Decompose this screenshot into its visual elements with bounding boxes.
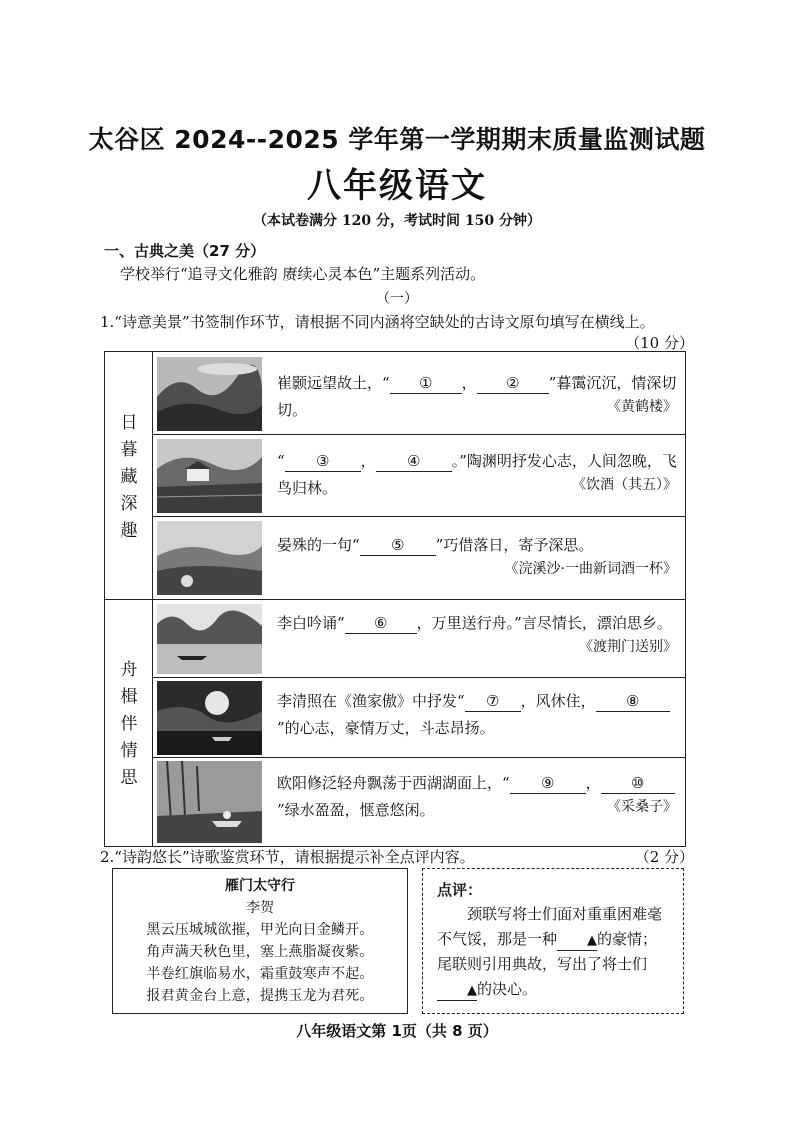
answer-blank-triangle-2[interactable]: ▲ xyxy=(437,982,477,1001)
bookmark-text-4: 李白吟诵“ ⑥ ，万里送行舟。”言尽情长，漂泊思乡。 xyxy=(277,614,672,632)
poem-line: 黑云压城城欲摧，甲光向日金鳞开。 xyxy=(146,922,374,938)
group-label-2: 舟 楫 伴 情 思 xyxy=(120,660,138,788)
part-marker: （一） xyxy=(376,291,418,307)
landscape-painting-village xyxy=(157,439,262,513)
question-2-prompt: 2.“诗韵悠长”诗歌鉴赏环节，请根据提示补全点评内容。 xyxy=(100,848,475,866)
poem-source-4: 《渡荆门送别》 xyxy=(579,639,677,655)
landscape-painting-mountains xyxy=(157,357,262,431)
group-label-1: 日 暮 藏 深 趣 xyxy=(120,413,138,541)
answer-blank-9[interactable]: ⑨ xyxy=(510,773,586,794)
comment-box xyxy=(422,868,684,1014)
landscape-painting-sunset xyxy=(157,521,262,595)
poem-line: 报君黄金台上意，提携玉龙为君死。 xyxy=(146,988,374,1004)
night-sea-moon-painting xyxy=(157,681,262,755)
row-divider xyxy=(153,757,686,758)
row-divider xyxy=(153,516,686,517)
section-heading: 一、古典之美（27 分） xyxy=(104,242,266,260)
answer-blank-8[interactable]: ⑧ xyxy=(596,691,670,712)
poem-source-6: 《采桑子》 xyxy=(607,799,677,815)
answer-blank-3[interactable]: ③ xyxy=(285,451,361,472)
subject-title: 八年级语文 xyxy=(307,166,487,206)
poem-line: 角声满天秋色里，塞上燕脂凝夜紫。 xyxy=(146,944,374,960)
poem-box xyxy=(112,868,408,1014)
west-lake-boat-painting xyxy=(157,761,262,843)
comment-text: 颈联写将士们面对重重困难毫不气馁，那是一种 ▲的豪情；尾联则引用典故，写出了将士们▲的决心。 xyxy=(437,902,669,1002)
answer-blank-4[interactable]: ④ xyxy=(376,451,452,472)
poem-line: 半卷红旗临易水，霜重鼓寒声不起。 xyxy=(146,966,374,982)
poem-source-1: 《黄鹤楼》 xyxy=(607,399,677,415)
answer-blank-1[interactable]: ① xyxy=(390,373,462,394)
poem-source-2: 《饮酒（其五）》 xyxy=(572,477,677,493)
answer-blank-6[interactable]: ⑥ xyxy=(345,613,417,634)
answer-blank-10[interactable]: ⑩ xyxy=(601,773,675,794)
page-footer: 八年级语文第 1页（共 8 页） xyxy=(296,1022,498,1040)
bookmark-table xyxy=(104,351,686,847)
poem-source-3: 《浣溪沙·一曲新词酒一杯》 xyxy=(504,561,677,577)
exam-note: （本试卷满分 120 分，考试时间 150 分钟） xyxy=(253,213,541,229)
bookmark-text-3: 晏殊的一句“ ⑤ ”巧借落日，寄予深思。 xyxy=(277,536,594,554)
section-intro: 学校举行“追寻文化雅韵 赓续心灵本色”主题系列活动。 xyxy=(120,265,486,283)
exam-title: 太谷区 2024--2025 学年第一学期期末质量监测试题 xyxy=(88,125,706,154)
bookmark-text-1: 崔颢远望故土，“ ① ， ② ”暮霭沉沉，情深切切。 xyxy=(277,374,677,419)
group-divider xyxy=(105,599,685,600)
row-divider xyxy=(153,677,686,678)
question-1-score: （10 分） xyxy=(625,334,694,352)
landscape-painting-river xyxy=(157,604,262,674)
bookmark-text-5: 李清照在《渔家傲》中抒发“ ⑦ ，风休住， ⑧”的心志，豪情万丈，斗志昂扬。 xyxy=(277,688,677,742)
question-2-score: （2 分） xyxy=(634,848,694,866)
answer-blank-2[interactable]: ② xyxy=(477,373,549,394)
bookmark-text-2: “ ③ ， ④ 。”陶渊明抒发心志，人间忽晚，飞鸟归林。 xyxy=(277,452,677,497)
question-1-prompt: 1.“诗意美景”书签制作环节，请根据不同内涵将空缺处的古诗文原句填写在横线上。 xyxy=(100,313,655,331)
bookmark-text-6: 欧阳修泛轻舟飘荡于西湖湖面上，“ ⑨ ， ⑩”绿水盈盈，惬意悠闲。 xyxy=(277,770,677,824)
answer-blank-5[interactable]: ⑤ xyxy=(360,535,436,556)
poem-author: 李贺 xyxy=(246,900,274,916)
comment-label: 点评： xyxy=(437,881,483,899)
row-divider xyxy=(153,434,686,435)
answer-blank-triangle-1[interactable]: ▲ xyxy=(557,932,597,951)
poem-title: 雁门太守行 xyxy=(225,878,295,894)
answer-blank-7[interactable]: ⑦ xyxy=(465,691,521,712)
